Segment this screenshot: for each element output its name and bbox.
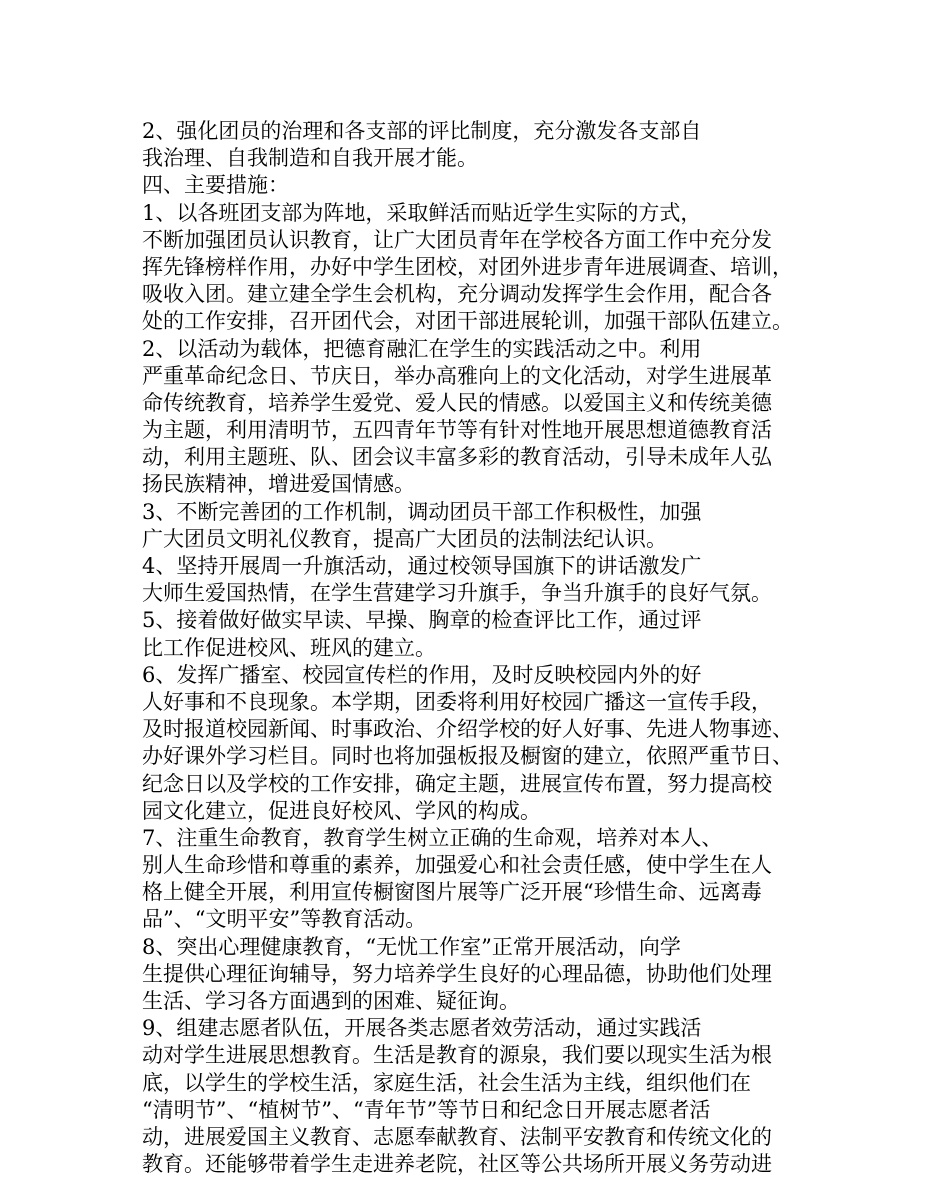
text-line: 格上健全开展，利用宣传橱窗图片展等广泛开展“珍惜生命、远离毒 — [142, 880, 762, 905]
text-line: 8、突出心理健康教育，“无忧工作室”正常开展活动，向学 — [142, 934, 681, 959]
text-line: 9、组建志愿者队伍，开展各类志愿者效劳活动，通过实践活 — [142, 1016, 702, 1041]
document-body — [142, 118, 832, 1178]
text-line: 2、以活动为载体，把德育融汇在学生的实践活动之中。利用 — [142, 336, 702, 361]
text-line: 动，利用主题班、队、团会议丰富多彩的教育活动，引导未成年人弘 — [142, 445, 772, 470]
text-line: 生活、学习各方面遇到的困难、疑征询。 — [142, 989, 520, 1013]
paragraph-measure-8 — [142, 934, 832, 1016]
text-line: 我治理、自我制造和自我开展才能。 — [142, 146, 478, 171]
text-line: 四、主要措施： — [142, 173, 289, 198]
paragraph-measure-5 — [142, 607, 832, 661]
text-line: 品”、“文明平安”等教育活动。 — [142, 907, 427, 932]
text-line: 4、坚持开展周一升旗活动，通过校领导国旗下的讲话激发广 — [142, 554, 702, 578]
section-heading-main-measures — [142, 172, 832, 199]
text-line: 别人生命珍惜和尊重的素养，加强爱心和社会责任感，使中学生在人 — [142, 853, 772, 878]
text-line: 2、强化团员的治理和各支部的评比制度，充分激发各支部自 — [142, 119, 702, 143]
paragraph-measure-1 — [142, 200, 832, 336]
text-line: 挥先锋榜样作用，办好中学生团校，对团外进步青年进展调查、培训， — [142, 254, 793, 279]
text-line: 6、发挥广播室、校园宣传栏的作用，及时反映校园内外的好 — [142, 662, 702, 687]
text-line: 动对学生进展思想教育。生活是教育的源泉，我们要以现实生活为根 — [142, 1043, 772, 1068]
text-line: 及时报道校园新闻、时事政治、介绍学校的好人好事、先进人物事迹、 — [142, 717, 793, 742]
paragraph-measure-7 — [142, 825, 832, 934]
text-line: 处的工作安排，召开团代会，对团干部进展轮训，加强干部队伍建立。 — [142, 309, 793, 334]
text-line: 生提供心理征询辅导，努力培养学生良好的心理品德，协助他们处理 — [142, 961, 772, 986]
text-line: 命传统教育，培养学生爱党、爱人民的情感。以爱国主义和传统美德 — [142, 390, 772, 415]
text-line: 严重革命纪念日、节庆日，举办高雅向上的文化活动，对学生进展革 — [142, 363, 772, 388]
text-line: 广大团员文明礼仪教育，提高广大团员的法制法纪认识。 — [142, 526, 667, 551]
text-line: 人好事和不良现象。本学期，团委将利用好校园广播这一宣传手段， — [142, 689, 772, 714]
text-line: 教育。还能够带着学生走进养老院，社区等公共场所开展义务劳动进 — [142, 1152, 772, 1177]
text-line: 底，以学生的学校生活，家庭生活，社会生活为主线，组织他们在 — [142, 1070, 751, 1095]
text-line: 7、注重生命教育，教育学生树立正确的生命观，培养对本人、 — [142, 825, 723, 850]
text-line: “清明节”、“植树节”、“青年节”等节日和纪念日开展志愿者活 — [142, 1097, 711, 1122]
text-line: 纪念日以及学校的工作安排，确定主题，进展宣传布置，努力提高校 — [142, 771, 772, 796]
text-line: 动，进展爱国主义教育、志愿奉献教育、法制平安教育和传统文化的 — [142, 1124, 772, 1149]
text-line: 3、不断完善团的工作机制，调动团员干部工作积极性，加强 — [142, 499, 702, 524]
text-line: 办好课外学习栏目。同时也将加强板报及橱窗的建立，依照严重节日、 — [142, 744, 793, 769]
paragraph-measure-4 — [142, 553, 832, 607]
paragraph-measure-2 — [142, 336, 832, 499]
text-line: 为主题，利用清明节，五四青年节等有针对性地开展思想道德教育活 — [142, 418, 772, 443]
text-line: 5、接着做好做实早读、早操、胸章的检查评比工作，通过评 — [142, 608, 702, 633]
text-line: 大师生爱国热情，在学生营建学习升旗手，争当升旗手的良好气氛。 — [142, 581, 772, 606]
text-line: 扬民族精神，增进爱国情感。 — [142, 472, 415, 497]
text-line: 吸收入团。建立建全学生会机构，充分调动发挥学生会作用，配合各 — [142, 282, 772, 307]
text-line: 1、以各班团支部为阵地，采取鲜活而贴近学生实际的方式， — [142, 200, 702, 225]
text-line: 不断加强团员认识教育，让广大团员青年在学校各方面工作中充分发 — [142, 227, 772, 252]
paragraph-measure-3 — [142, 499, 832, 553]
text-line: 园文化建立，促进良好校风、学风的构成。 — [142, 798, 541, 823]
paragraph-measure-9 — [142, 1015, 832, 1178]
paragraph-measure-6 — [142, 662, 832, 825]
paragraph-2-management — [142, 118, 832, 172]
text-line: 比工作促进校风、班风的建立。 — [142, 635, 436, 660]
